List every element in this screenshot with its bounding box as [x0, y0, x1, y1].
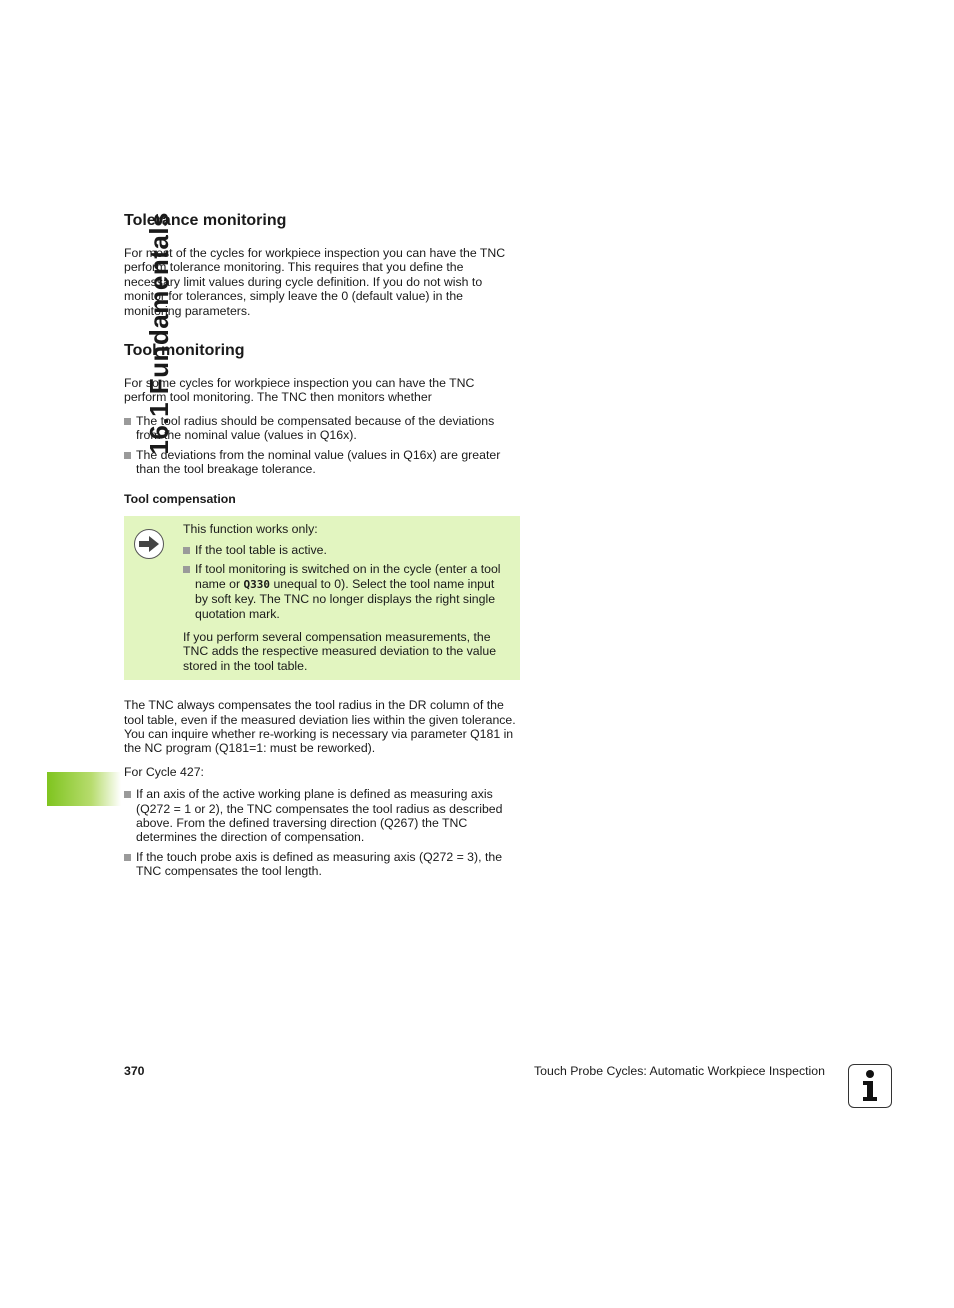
compensation-body: The TNC always compensates the tool radius in the DR column of the tool table, even if the measured deviation lies within the given tolerance. You can inquire whether re-working is necessary via parameter Q181 in the NC program (Q181=1: must be reworked).	[124, 698, 516, 756]
list-item: If the touch probe axis is defined as measuring axis (Q272 = 3), the TNC compensates the tool length.	[124, 850, 520, 879]
list-item	[183, 562, 508, 621]
chapter-tab-marker	[47, 772, 121, 806]
info-icon	[848, 1064, 892, 1108]
tool-monitoring-list	[124, 414, 520, 477]
list-item: The deviations from the nominal value (values in Q16x) are greater than the tool breakage tolerance.	[124, 448, 520, 477]
tool-compensation-heading: Tool compensation	[124, 492, 236, 507]
cycle-list	[124, 787, 520, 878]
tool-monitoring-heading: Tool monitoring	[124, 342, 245, 360]
footer-chapter-title: Touch Probe Cycles: Automatic Workpiece Inspection	[534, 1064, 825, 1078]
list-item: If the tool table is active.	[183, 543, 508, 557]
note-bullet-text-post: unequal to 0). Select the tool name input by soft key. The TNC no longer displays the right single quotation mark.	[195, 576, 496, 621]
note-box	[124, 516, 520, 680]
cycle-label: For Cycle 427:	[124, 764, 204, 779]
tool-monitoring-intro: For some cycles for workpiece inspection you can have the TNC perform tool monitoring. The TNC then monitors whether	[124, 376, 475, 405]
list-item: If an axis of the active working plane is defined as measuring axis (Q272 = 1 or 2), the TNC compensates the tool radius as described above. From the defined traversing direction (Q267) the TNC determines the direction of compensation.	[124, 787, 520, 845]
list-item: The tool radius should be compensated because of the deviations from the nominal value (values in Q16x).	[124, 414, 520, 443]
note-bullet-text-pre: If tool monitoring is switched on in the cycle (enter a tool name or	[195, 562, 501, 591]
note-intro: This function works only:	[183, 522, 318, 537]
tolerance-heading: Tolerance monitoring	[124, 212, 287, 229]
page-content	[124, 210, 520, 884]
parameter-code: Q330	[243, 577, 271, 591]
chapter-title-text: 16.1 Fundamentals	[144, 212, 174, 455]
tolerance-body: For most of the cycles for workpiece inspection you can have the TNC perform tolerance monitoring. This requires that you define the necessary limit values during cycle definition. If you do not wish to monitor for tolerances, simply leave the 0 (default value) in the monitoring parameters.	[124, 246, 506, 318]
note-list	[183, 543, 508, 621]
arrow-right-icon	[134, 529, 164, 559]
note-outro: If you perform several compensation measurements, the TNC adds the respective measured deviation to the value stored in the tool table.	[183, 629, 497, 673]
page-number: 370	[124, 1064, 145, 1078]
